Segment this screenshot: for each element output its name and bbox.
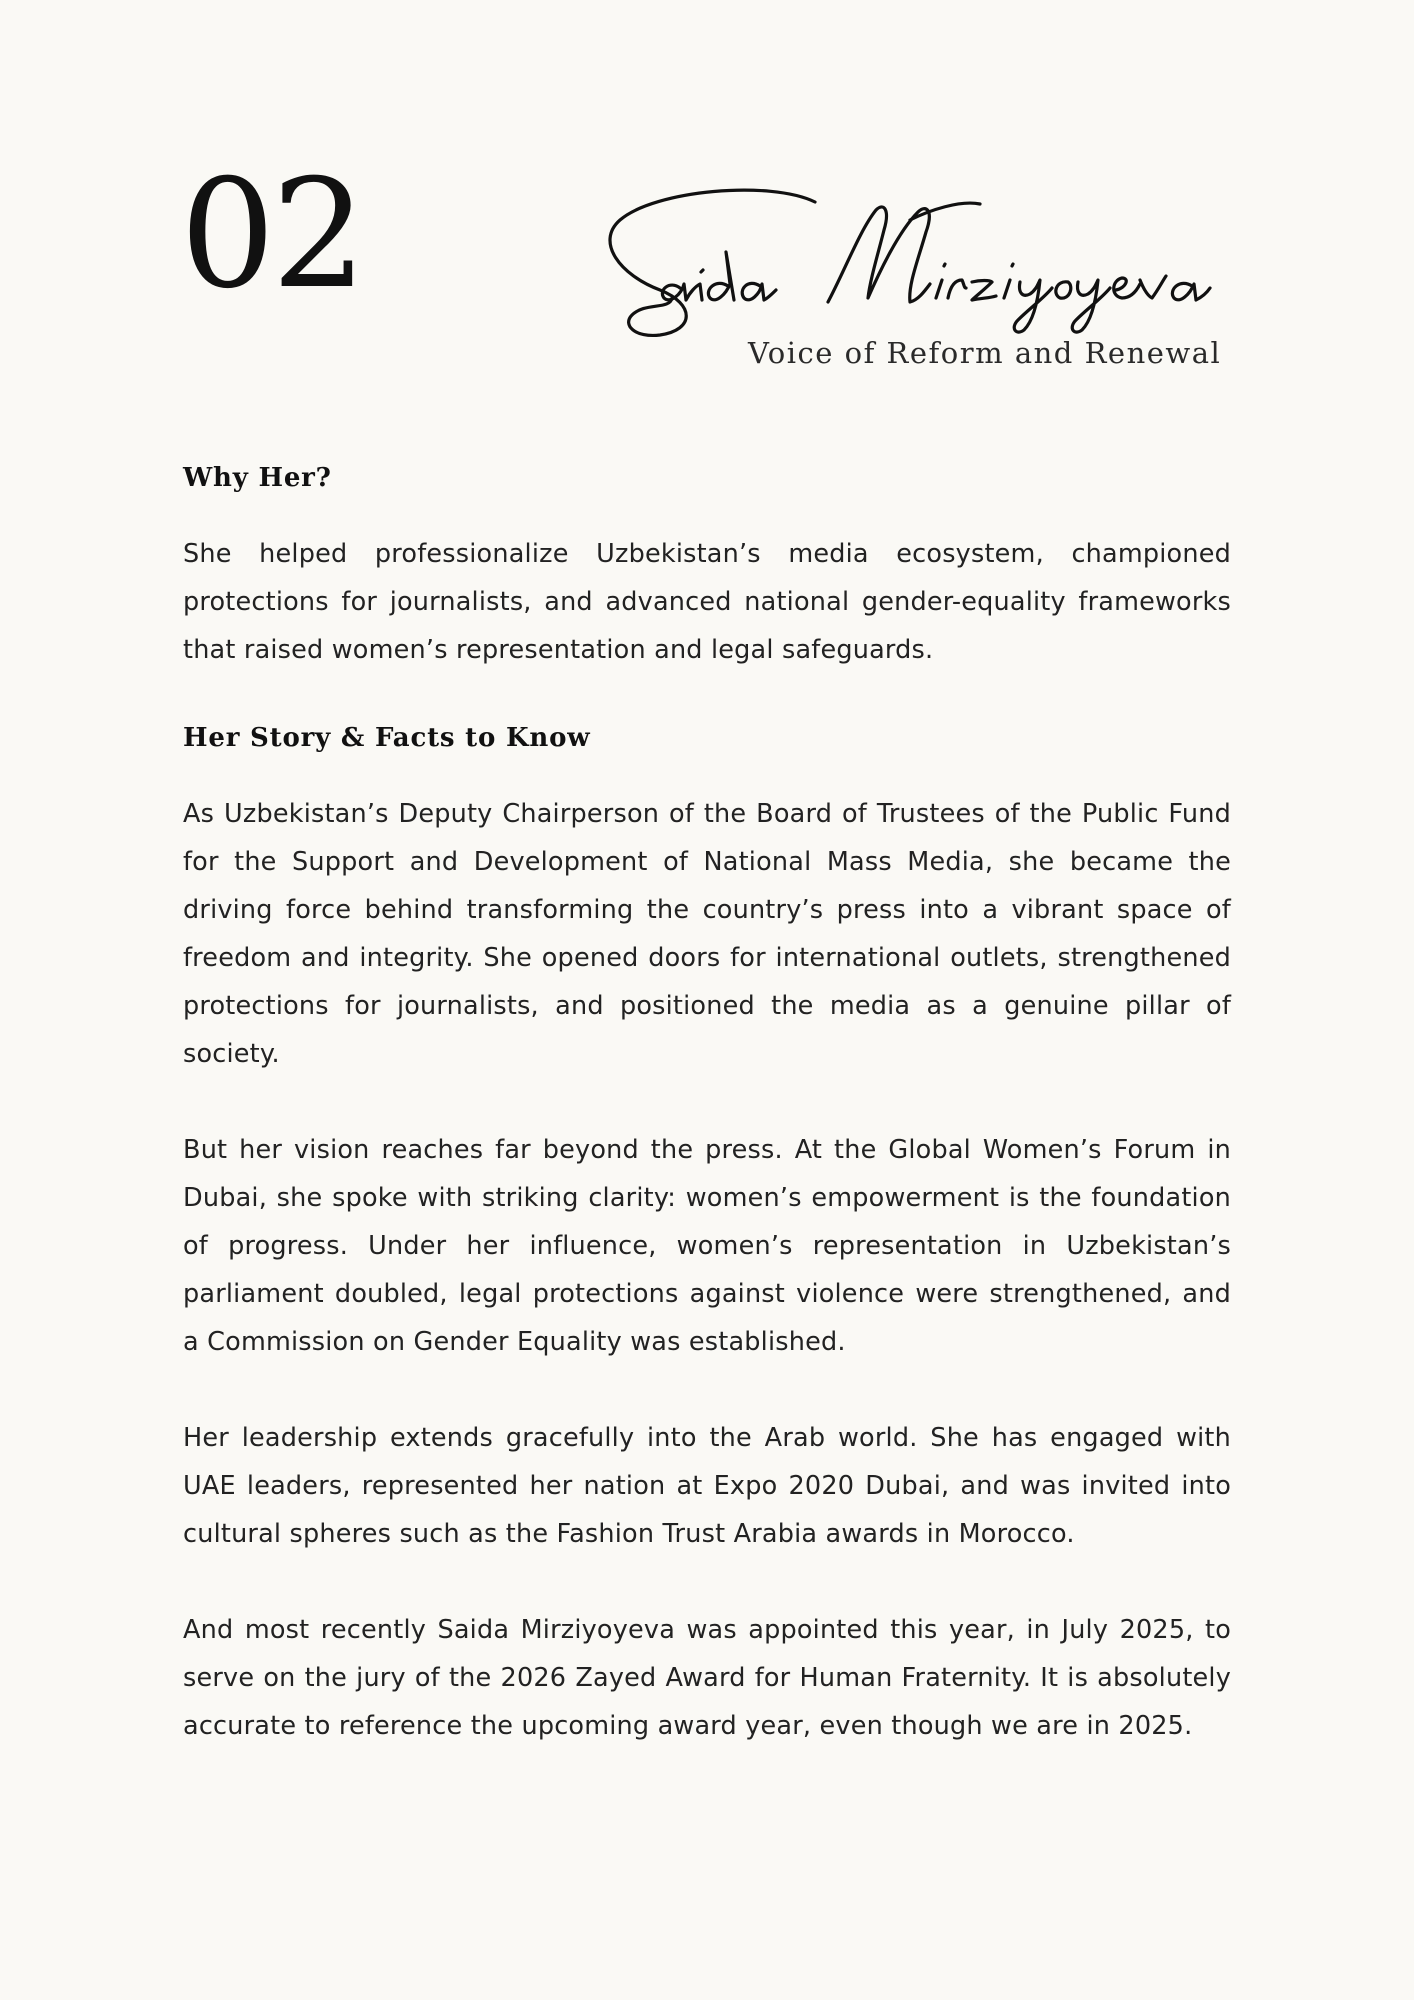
subtitle: Voice of Reform and Renewal	[748, 336, 1222, 370]
paragraph: And most recently Saida Mirziyoyeva was appointed this year, in July 2025, to serve on the jury of the 2026 Zayed Award for Human Fraternity. It is absolutely accurate to reference the upcoming award year, even though we are in 2025.	[183, 1614, 1231, 1741]
signature-name	[600, 180, 1240, 350]
paragraph: But her vision reaches far beyond the press. At the Global Women’s Forum in Dubai, she spoke with striking clarity: women’s empowerment is the foundation of progress. Under her influence, women’s representation in Uzbekistan’s parliament doubled, legal protections against violence were strengthened, and a Commission on Gender Equality was established.	[183, 1134, 1231, 1357]
paragraph: She helped professionalize Uzbekistan’s media ecosystem, championed protections for journalists, and advanced national gender-equality frameworks that raised women’s representation and legal safeguards.	[183, 538, 1231, 665]
section-heading: Why Her?	[183, 463, 332, 493]
section-heading: Her Story & Facts to Know	[183, 722, 591, 753]
paragraph: Her leadership extends gracefully into the Arab world. She has engaged with UAE leaders, represented her nation at Expo 2020 Dubai, and was invited into cultural spheres such as the Fashion Trust Arabia awards in Morocco.	[183, 1422, 1231, 1549]
content-body	[183, 462, 1231, 1798]
page-number: 02	[180, 148, 363, 322]
signature-script-image	[600, 180, 1240, 350]
section-why-her	[183, 462, 1231, 674]
section-her-story	[183, 722, 1231, 1750]
paragraph: As Uzbekistan’s Deputy Chairperson of the Board of Trustees of the Public Fund for the Support and Development of National Mass Media, she became the driving force behind transforming the country’s press into a vibrant space of freedom and integrity. She opened doors for international outlets, strengthened protections for journalists, and positioned the media as a genuine pillar of society.	[183, 798, 1231, 1069]
